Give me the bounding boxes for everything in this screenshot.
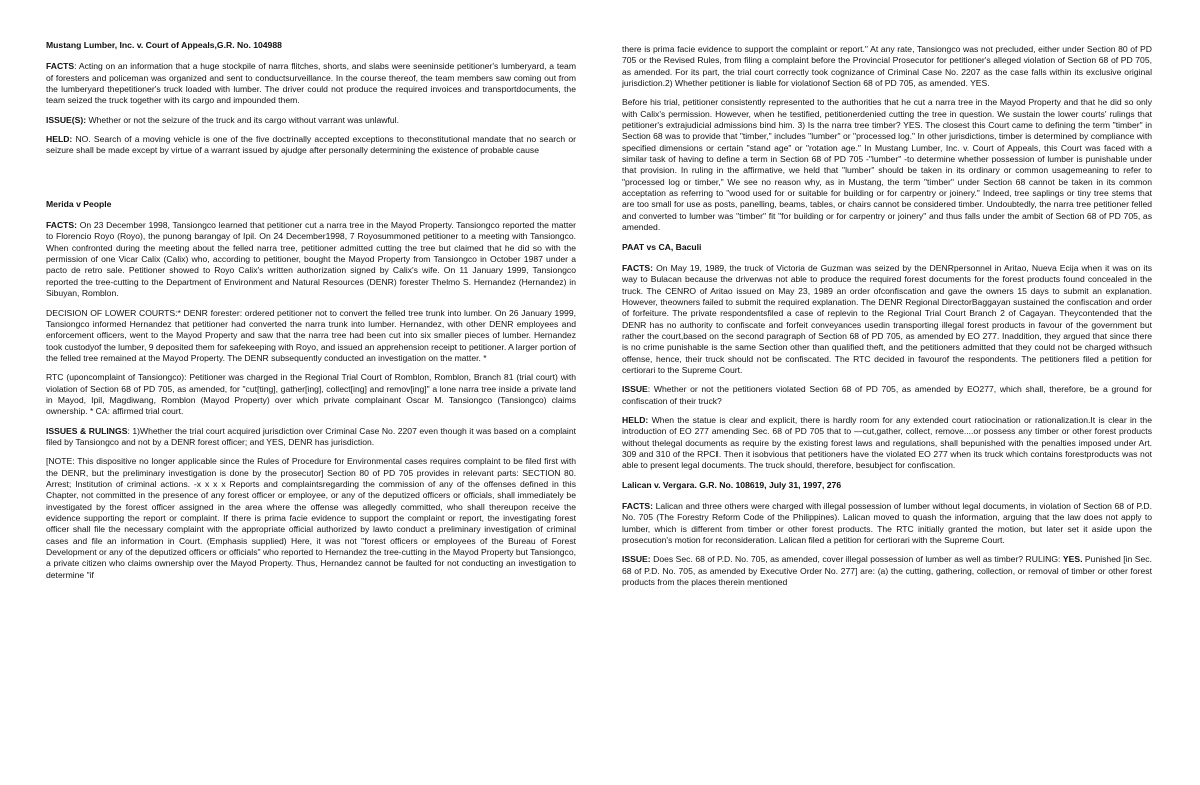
facts-label: FACTS <box>46 61 75 72</box>
issue-text: Whether or not the seizure of the truck and its cargo without varrant was unlawful. <box>86 114 399 125</box>
held-paragraph <box>622 415 1152 472</box>
facts-paragraph <box>46 220 576 299</box>
issue-label: ISSUE(S): <box>46 114 87 125</box>
ruling-text: Punished [in Sec. 68 of P.D. No. 705, as amended by Executive Order No. 277] are: (a) the cutting, gathering, collection, or removal of timber or other forest products from the places therein mentioned <box>622 554 1152 588</box>
facts-paragraph <box>622 263 1152 376</box>
held-label: HELD: <box>46 134 73 145</box>
continued-paragraph: there is prima facie evidence to support the complaint or report." At any rate, Tansiongco was not precluded, either under Section 80 of PD 705 or the Revised Rules, from filing a complaint before the Provincial Prosecutor for petitioner's alleged violation of Section 68 of PD 705, as amended. For its part, the trial court correctly took cognizance of Criminal Case No. 2207 as the case falls within its exclusive original jurisdiction.2) Whether petitioner is liable for violationof Section 68 of PD 705, as amended. YES. <box>622 44 1152 89</box>
facts-label: FACTS: <box>622 262 654 273</box>
held-label: HELD: <box>622 414 649 425</box>
issues-paragraph <box>46 426 576 449</box>
issue-text: Does Sec. 68 of P.D. No. 705, as amended, cover illegal possession of lumber as well as timber? RULING: <box>650 554 1063 565</box>
held-text: When the statue is clear and explicit, there is hardly room for any extended court ratiocination or rationalization.It is clear in the introduction of EO 277 amending Sec. 68 of PD 705 that to —cut,gather, collect, remove....or possess any timber or other forest products without thelegal documents as require by the existing forest laws and regulations, shall bepunished with the penalties imposed under Art. 309 and 310 of the RPC‖. Then it isobvious that petitioners have the violated EO 277 when its truck which contains forestproducts was not able to present legal documents. The truck should, therefore, besubject for confiscation. <box>622 414 1152 471</box>
issues-label: ISSUES & RULINGS <box>46 425 128 436</box>
facts-paragraph <box>622 501 1152 546</box>
lower-courts-paragraph: DECISION OF LOWER COURTS:* DENR forester: ordered petitioner not to convert the felled tree trunk into lumber. On 26 January 1999, Tansiongco informed Hernandez that petitioner had converted the narra trunk into lumber. Hernandez, with other DENR employees and enforcement officers, went to the Mayod Property and saw that the narra tree had been cut into six smaller pieces of lumber. Hernandez took custodyof the lumber, 9 deposited them for safekeeping with Royo, and issued an apprehension receipt to petitioner. A larger portion of the felled tree remained at the Mayod Property. The DENR subsequently conducted an investigation on the matter. * <box>46 307 576 363</box>
held-text: NO. Search of a moving vehicle is one of the five doctrinally accepted exceptions to theconstitutional mandate that no search or seizure shall be made except by virtue of a warrant issued by ajudge after personally determining the existence of probable cause <box>46 134 576 156</box>
left-column <box>46 40 576 589</box>
issue-paragraph <box>622 554 1152 588</box>
held-paragraph <box>46 134 576 157</box>
facts-text: On May 19, 1989, the truck of Victoria de Guzman was seized by the DENRpersonnel in Aritao, Nueva Ecija when it was on its way to Bulacan because the driverwas not able to produce the required forest documents for the forest products found concealed in the truck. The CENRO of Aritao issued on May 23, 1989 an order ofconfiscation and gave the owners 15 days to submit an explanation. However, theowners failed to submit the required explanation. The DENR Regional DirectorBaggayan sustained the confiscation and order of forfeiture. The private respondentsfiled a case of replevin to the Regional Trial Court Branch 2 of Cagayan. Theycontended that the DENR has no authority to confiscate and forfeit conveyances usedin transporting illegal forest products in favour of the government but rather the court,based on the second paragraph of Section 68 of PD 705, as amended by EO 277. Inaddition, they argued that since there is no crime punishable is the same Section other than qualified theft, and the petitioners admitted that they could not be charged withsuch offense, hence, their truck should not be confiscated. The RTC decided in favourof the respondents. The petitioners filed a petition for certiorari to the Supreme Court. <box>622 262 1152 375</box>
facts-text: On 23 December 1998, Tansiongco learned that petitioner cut a narra tree in the Mayod Property. Tansiongco reported the matter to Florencio Royo (Royo), the punong barangay of Ipil. On 24 December1998, 7 Royosummoned petitioner to a meeting with Tansiongco. When confronted during the meeting about the felled narra tree, petitioner admitted cutting the tree but claimed that he did so with the permission of one Vicar Calix (Calix) who, according to petitioner, bought the Mayod Property from Tansiongco in October 1987 under a pacto de retro sale. Petitioner showed to Royo Calix's written authorization signed by Calix's wife. On 11 January 1999, Tansiongco reported the tree-cutting to the Department of Environment and Natural Resources (DENR) forester Thelmo S. Hernandez (Hernandez) in Sibuyan, Romblon. <box>46 220 576 299</box>
issue-label: ISSUE: <box>622 554 651 565</box>
ruling-label: YES. <box>1062 554 1083 565</box>
rtc-paragraph: RTC (uponcomplaint of Tansiongco): Petitioner was charged in the Regional Trial Court of Romblon, Romblon, Branch 81 (trial court) with violation of Section 68 of PD 705, as amended, for "cut[ting], gather[ing], collect[ing] and remov[ing]" a lone narra tree inside a private land in Mayod, Ipil, Magdiwang, Romblon (Mayod Property) over which private complainant Oscar M. Tansiongco (Tansiongco) claims ownership. * CA: affirmed trial court. <box>46 372 576 417</box>
facts-text: : Acting on an information that a huge stockpile of narra flitches, shorts, and slabs were seeninside petitioner's lumberyard, a team of foresters and policeman was organized and sent to conductsurveillance. In the course thereof, the team members saw coming out from the lumberyard thepetitioner's truck loaded with lumber. The driver could not produce the required invoices and transportdocuments, the team seized the truck together with its cargo and impounded them. <box>46 61 576 106</box>
right-column <box>622 44 1152 596</box>
facts-label: FACTS: <box>622 501 654 512</box>
issue-text: : Whether or not the petitioners violated Section 68 of PD 705, as amended by EO277, which shall, therefore, be a ground for confiscation of their truck? <box>622 384 1152 406</box>
note-paragraph: [NOTE: This dispositive no longer applicable since the Rules of Procedure for Environmental cases requires complaint to be filed first with the DENR, but the preliminary investigation is done by the prosecutor] Section 80 of PD 705 provides in relevant parts: SECTION 80. Arrest; Institution of criminal actions. -x x x x Reports and complaintsregarding the commission of any of the offenses defined in this Chapter, not committed in the presence of any forest officer or employee, or any of the deputized officers or officials, shall immediately be investigated by the forest officer assigned in the area where the offense was allegedly committed, who shall thereupon receive the evidence supporting the report or complaint. If there is prima facie evidence to support the complaint or report, the investigating forest officer shall file the necessary complaint with the appropriate official authorized by lawto conduct a preliminary investigation of criminal cases and file an information in Court. (Emphasis supplied) Here, it was not "forest officers or employees of the Bureau of Forest Development or any of the deputized officers or officials" who reported to Hernandez the tree-cutting in the Mayod Property but Tansiongco, a private citizen who claims ownership over the Mayod Property. Thus, Hernandez cannot be faulted for not conducting an investigation to determine "if <box>46 456 576 580</box>
case-title-lalican: Lalican v. Vergara. G.R. No. 108619, July 31, 1997, 276 <box>622 479 842 490</box>
issue-label: ISSUE <box>622 384 648 395</box>
case-title-merida: Merida v People <box>46 198 112 209</box>
facts-label: FACTS: <box>46 220 78 231</box>
issue-paragraph <box>46 115 576 126</box>
case-title-mustang: Mustang Lumber, Inc. v. Court of Appeals,G.R. No. 104988 <box>46 40 282 50</box>
facts-paragraph <box>46 61 576 106</box>
continued-paragraph-2: Before his trial, petitioner consistently represented to the authorities that he cut a narra tree in the Mayod Property and that he did so only with Calix's permission. However, when he testified, petitionerdenied cutting the tree in question. We sustain the lower courts' rulings that petitioner's extrajudicial admissions bind him. 3) Is the narra tree timber? YES. The closest this Court came to defining the term "timber" in Section 68 was to provide that "timber," includes "lumber" or "processed log." In other jurisdictions, timber is determined by compliance with specified dimensions or certain "stand age" or "rotation age." In Mustang Lumber, Inc. v. Court of Appeals, this Court was faced with a similar task of having to define a term in Section 68 of PD 705 -"lumber" -to determine whether possession of lumber is punishable under that provision. In ruling in the affirmative, we held that "lumber" should be taken in its ordinary or common usagemeaning to refer to "processed log or timber," We see no reason why, as in Mustang, the term "timber" under Section 68 cannot be taken in its common acceptation as referring to "wood used for or suitable for building or for carpentry or joinery." Indeed, tree saplings or tiny tree stems that are too small for use as posts, panelling, beams, tables, or chairs cannot be considered timber. Undoubtedly, the narra tree petitioner felled and converted to lumber was "timber" fit "for building or for carpentry or joinery" and thus falls under the ambit of Section 68 of PD 705, as amended. <box>622 97 1152 233</box>
facts-text: Lalican and three others were charged with illegal possession of lumber without legal documents, in violation of Section 68 of P.D. No. 705 (The Forestry Reform Code of the Philippines). Lalican moved to quash the information, arguing that the law does not apply to lumber, which is different from timber or other forest products. The RTC initially granted the motion, but later set it aside upon the prosecution's motion for reconsideration. Lalican filed a petition for certiorari with the Supreme Court. <box>622 501 1152 546</box>
issue-paragraph <box>622 384 1152 407</box>
section-spacer <box>46 165 576 199</box>
issues-text: : 1)Whether the trial court acquired jurisdiction over Criminal Case No. 2207 even though it was based on a complaint filed by Tansiongco and not by a DENR forest officer; and YES, DENR has jurisdiction. <box>46 425 576 447</box>
case-title-paat: PAAT vs CA, Baculi <box>622 241 702 252</box>
